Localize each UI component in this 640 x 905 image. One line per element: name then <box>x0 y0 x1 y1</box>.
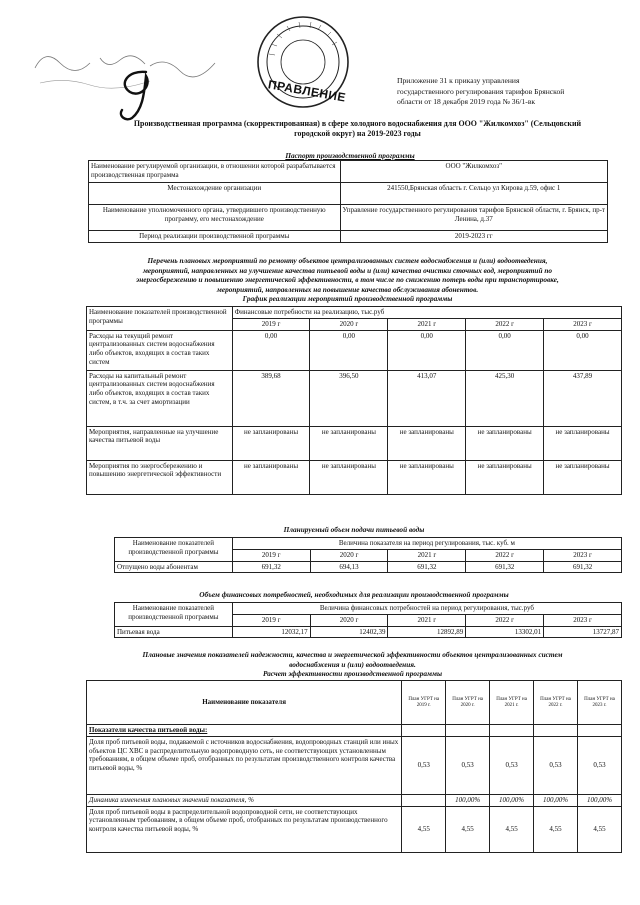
cell-value: 0,53 <box>446 736 490 794</box>
finance-heading: Объем финансовых потребностей, необходимых для реализации производственной программы <box>199 590 509 599</box>
cell-value: 437,89 <box>544 370 622 426</box>
passport-value: Управление государственного регулирования тарифов Брянской области, г. Брянск, пр-т Ленина, д.37 <box>340 205 607 231</box>
table-row <box>87 426 622 460</box>
column-header-label: Наименование показателей производственной программы <box>87 307 233 331</box>
appendix-line-2: государственного регулирования тарифов Брянской <box>397 86 565 96</box>
cell-value: 0,53 <box>402 736 446 794</box>
title-line-1: Производственная программа (скорректированная) в сфере холодного водоснабжения для ООО "Жилкомхоз" (Сельцовский <box>133 119 582 128</box>
cell-value: 425,30 <box>466 370 544 426</box>
table-row <box>87 330 622 370</box>
column-group-header: Величина показателя на период регулирования, тыс. куб. м <box>232 538 621 550</box>
measures-intro-line-2: мероприятий, направленных на улучшение качества питьевой воды и (или) качества очистки сточных вод, мероприятий по <box>142 265 553 275</box>
table-row <box>87 794 622 806</box>
row-label: Мероприятия по энергосбережению и повышению энергетической эффективности <box>87 460 233 494</box>
passport-table <box>88 160 608 243</box>
cell-value: не запланированы <box>310 426 388 460</box>
appendix-line-3: области от 18 декабря 2019 года № 36/1-вк <box>397 97 536 106</box>
cell-value: 4,55 <box>402 806 446 852</box>
cell-value: не запланированы <box>310 460 388 494</box>
cell-value: 100,00% <box>578 794 622 806</box>
cell-value: 4,55 <box>490 806 534 852</box>
cell-value: не запланированы <box>232 426 310 460</box>
cell-value: не запланированы <box>544 460 622 494</box>
efficiency-heading-line-3: Расчет эффективности производственной программы <box>262 669 443 678</box>
year-header: 2020 г <box>310 549 388 561</box>
column-header-label: Наименование показателей производственной программы <box>115 603 233 627</box>
passport-value: ООО "Жилкомхоз" <box>340 161 607 183</box>
year-header: 2023 г <box>544 614 622 626</box>
handwritten-signature <box>108 66 168 122</box>
plan-column-header: План УГРТ на 2021 г. <box>490 681 534 725</box>
table-row <box>89 183 608 205</box>
cell-value: 413,07 <box>388 370 466 426</box>
plan-column-header: План УГРТ на 2019 г. <box>402 681 446 725</box>
efficiency-heading-line-2: водоснабжения и (или) водоотведения. <box>289 659 416 669</box>
cell-value: 4,55 <box>446 806 490 852</box>
year-header: 2020 г <box>310 614 388 626</box>
plan-column-header: План УГРТ на 2023 г. <box>578 681 622 725</box>
year-header: 2023 г <box>544 549 622 561</box>
table-row <box>87 460 622 494</box>
cell-value: 691,32 <box>232 561 310 573</box>
row-label: Динамика изменения плановых значений показателя, % <box>87 794 402 806</box>
year-header: 2021 г <box>388 318 466 330</box>
efficiency-heading <box>80 650 625 679</box>
year-header: 2021 г <box>388 614 466 626</box>
measures-intro <box>80 256 615 304</box>
cell-value: 0,53 <box>490 736 534 794</box>
row-label: Питьевая вода <box>115 626 233 638</box>
passport-label: Период реализации производственной программы <box>89 231 341 243</box>
cell-value: 0,53 <box>578 736 622 794</box>
table-header-row <box>115 603 622 615</box>
cell-value: 13302,01 <box>466 626 544 638</box>
cell-value: 691,32 <box>544 561 622 573</box>
passport-label: Наименование уполномоченного органа, утвердившего производственную программу, его местонахождение <box>89 205 341 231</box>
table-row <box>87 370 622 426</box>
stamp-text: ПРАВЛЕНИЕ <box>266 77 348 105</box>
cell-value: 0,00 <box>232 330 310 370</box>
year-header: 2022 г <box>466 318 544 330</box>
year-header: 2019 г <box>232 318 310 330</box>
cell-value: 0,00 <box>310 330 388 370</box>
appendix-line-1: Приложение 31 к приказу управления <box>397 76 520 85</box>
cell-value: 100,00% <box>534 794 578 806</box>
cell-value: 4,55 <box>578 806 622 852</box>
row-label: Доля проб питьевой воды, подаваемой с источников водоснабжения, водопроводных станций или иных объектов ЦС ХВС в распределительную водопроводную сеть, не соответствующих установленным требованиям, в общем объеме проб, отобранных по результатам производственного контроля качества питьевой воды, % <box>87 736 402 794</box>
group-label: Показатели качества питьевой воды: <box>87 725 402 737</box>
cell-value: 691,32 <box>466 561 544 573</box>
cell-value: 4,55 <box>534 806 578 852</box>
cell-value: 694,13 <box>310 561 388 573</box>
cell-value: 0,53 <box>534 736 578 794</box>
passport-value: 241550,Брянская область г. Сельцо ул Кирова д.59, офис 1 <box>340 183 607 205</box>
cell-value: не запланированы <box>466 426 544 460</box>
year-header: 2022 г <box>466 549 544 561</box>
cell-value: не запланированы <box>544 426 622 460</box>
table-row <box>89 161 608 183</box>
cell-value: 12402,39 <box>310 626 388 638</box>
row-label: Доля проб питьевой воды в распределительной водопроводной сети, не соответствующих установленным требованиям, в общем объеме проб, отобранных по результатам производственного контроля качества питьевой воды, % <box>87 806 402 852</box>
year-header: 2019 г <box>232 614 310 626</box>
cell-value: не запланированы <box>388 460 466 494</box>
measures-intro-line-5: График реализации мероприятий производственной программы <box>242 294 453 303</box>
table-row <box>87 725 622 737</box>
cell-value: не запланированы <box>388 426 466 460</box>
table-header-row <box>87 307 622 319</box>
year-header: 2023 г <box>544 318 622 330</box>
column-header-label: Наименование показателей производственной программы <box>115 538 233 562</box>
passport-label: Наименование регулируемой организации, в отношении которой разрабатывается производственная программа <box>89 161 341 183</box>
cell-value: не запланированы <box>466 460 544 494</box>
year-header: 2019 г <box>232 549 310 561</box>
cell-value: 100,00% <box>446 794 490 806</box>
efficiency-table <box>86 680 622 853</box>
table-header-row <box>87 681 622 725</box>
year-header: 2020 г <box>310 318 388 330</box>
measures-table <box>86 306 622 495</box>
table-row <box>115 561 622 573</box>
row-label: Отпущено воды абонентам <box>115 561 233 573</box>
row-label: Расходы на текущий ремонт централизованных систем водоснабжения либо объектов, входящих в состав таких систем <box>87 330 233 370</box>
plan-column-header: План УГРТ на 2022 г. <box>534 681 578 725</box>
finance-table <box>114 602 622 638</box>
table-row <box>115 626 622 638</box>
plan-column-header: План УГРТ на 2020 г. <box>446 681 490 725</box>
cell-value: 13727,87 <box>544 626 622 638</box>
column-group-header: Финансовые потребности на реализацию, тыс.руб <box>232 307 621 319</box>
title-line-2: городской округ) на 2019-2023 годы <box>294 129 421 138</box>
cell-value: 12032,17 <box>232 626 310 638</box>
supply-table <box>114 537 622 573</box>
table-row <box>87 736 622 794</box>
cell-value: 12892,89 <box>388 626 466 638</box>
appendix-reference <box>397 76 622 108</box>
measures-intro-line-4: мероприятий, направленных на повышение качества обслуживания абонентов. <box>216 284 479 294</box>
year-header: 2021 г <box>388 549 466 561</box>
cell-value: 0,00 <box>544 330 622 370</box>
row-label: Расходы на капитальный ремонт централизованных систем водоснабжения либо объектов, входящих в состав таких систем, в т.ч. за счет амортизации <box>87 370 233 426</box>
document-title <box>95 119 620 139</box>
passport-label: Местонахождение организации <box>89 183 341 205</box>
cell-value: 0,00 <box>388 330 466 370</box>
cell-value: 691,32 <box>388 561 466 573</box>
efficiency-heading-line-1: Плановые значения показателей надежности, качества и энергетической эффективности объектов централизованных систем <box>142 650 563 659</box>
cell-value: не запланированы <box>232 460 310 494</box>
cell-value: 396,50 <box>310 370 388 426</box>
measures-intro-line-3: энергосбережению и повышению энергетической эффективности, в том числе по снижению потерь воды при транспортировке, <box>136 275 559 284</box>
measures-intro-line-1: Перечень плановых мероприятий по ремонту объектов централизованных систем водоснабжения и (или) водоотведения, <box>147 256 548 265</box>
supply-heading: Планируемый объем подачи питьевой воды <box>283 525 425 534</box>
column-group-header: Величина финансовых потребностей на период регулирования, тыс.руб <box>232 603 621 615</box>
passport-value: 2019-2023 гг <box>340 231 607 243</box>
cell-value: 389,68 <box>232 370 310 426</box>
table-row <box>87 806 622 852</box>
cell-value: 100,00% <box>490 794 534 806</box>
table-header-row <box>115 538 622 550</box>
column-header-label: Наименование показателя <box>87 681 402 725</box>
cell-value: 0,00 <box>466 330 544 370</box>
table-row <box>89 231 608 243</box>
year-header: 2022 г <box>466 614 544 626</box>
cell-value <box>402 794 446 806</box>
table-row <box>89 205 608 231</box>
passport-heading: Паспорт производственной программы <box>285 151 415 160</box>
row-label: Мероприятия, направленные на улучшение качества питьевой воды <box>87 426 233 460</box>
